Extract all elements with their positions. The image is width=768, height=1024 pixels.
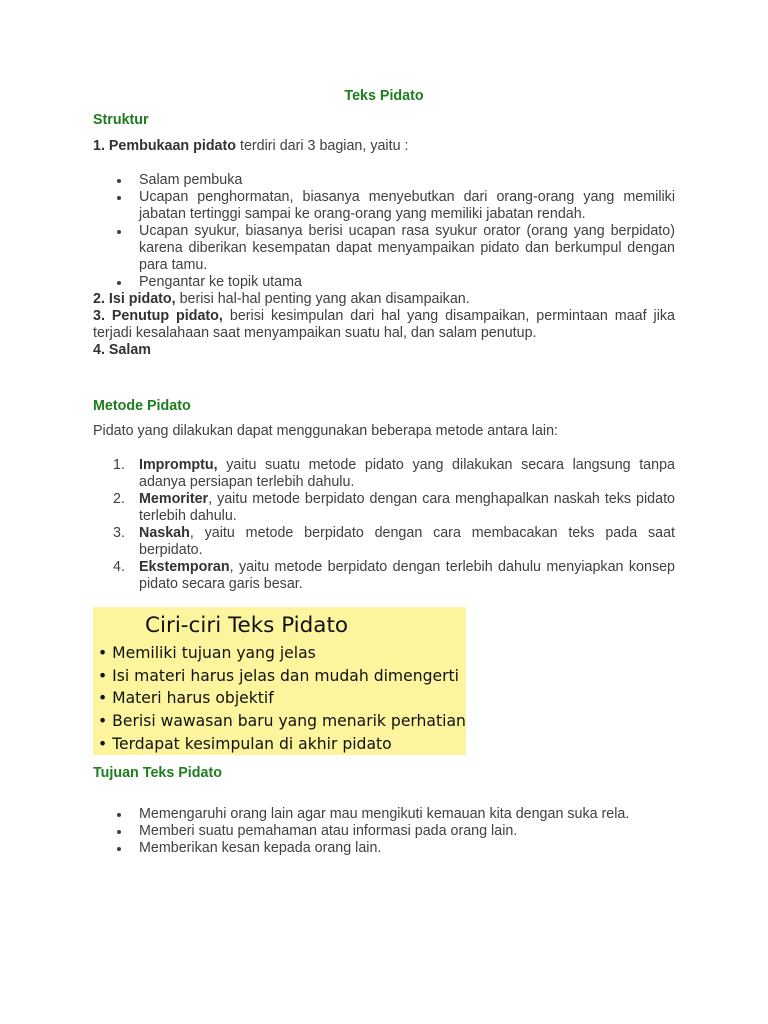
ciri-ciri-item: • Berisi wawasan baru yang menarik perhatian <box>98 712 466 730</box>
list-item-number: 4. <box>113 559 125 575</box>
list-item-term: Memoriter <box>139 491 209 507</box>
list-item-number: 2. <box>113 491 125 507</box>
struktur-text-3: berisi kesimpulan dari hal yang disampaikan, permintaan maaf jika terjadi kesalahaan saat menyampaikan suatu hal, dan salam penutup. <box>93 308 676 341</box>
list-item: Ucapan syukur, biasanya berisi ucapan rasa syukur orator (orang yang berpidato) karena diberikan kesempatan dapat menyampaikan pidato dan berkumpul dengan para tamu. <box>93 223 675 274</box>
list-item-number: 3. <box>113 525 125 541</box>
ciri-ciri-image-box <box>93 607 466 755</box>
list-item-term: Naskah <box>139 525 190 541</box>
list-item: Memberikan kesan kepada orang lain. <box>93 840 675 857</box>
list-item: Ucapan penghormatan, biasanya menyebutkan dari orang-orang yang memiliki jabatan tertinggi sampai ke orang-orang yang memiliki jabatan rendah. <box>93 189 675 223</box>
list-item-number: 1. <box>113 457 125 473</box>
struktur-text-2: berisi hal-hal penting yang akan disampaikan. <box>175 291 470 307</box>
struktur-paragraph-2 <box>93 291 675 308</box>
struktur-label-4: 4. Salam <box>93 342 152 358</box>
section-heading-metode: Metode Pidato <box>93 398 191 414</box>
metode-list <box>93 457 675 593</box>
list-item <box>93 559 675 593</box>
struktur-block <box>93 172 675 359</box>
section-heading-struktur: Struktur <box>93 112 149 128</box>
struktur-text-1: terdiri dari 3 bagian, yaitu : <box>236 138 409 154</box>
list-item-text: , yaitu metode berpidato dengan cara membacakan teks pada saat berpidato. <box>139 525 675 558</box>
ciri-ciri-item: • Materi harus objektif <box>98 689 274 707</box>
metode-block <box>93 457 675 593</box>
page-title: Teks Pidato <box>344 88 424 104</box>
ciri-ciri-title: Ciri-ciri Teks Pidato <box>145 613 349 638</box>
list-item: Memengaruhi orang lain agar mau mengikuti kemauan kita dengan suka rela. <box>93 806 675 823</box>
ciri-ciri-item: • Memiliki tujuan yang jelas <box>98 644 316 662</box>
tujuan-list <box>93 806 675 857</box>
struktur-label-2: 2. Isi pidato, <box>93 291 176 307</box>
list-item <box>93 491 675 525</box>
list-item: Memberi suatu pemahaman atau informasi pada orang lain. <box>93 823 675 840</box>
list-item: Pengantar ke topik utama <box>93 274 675 291</box>
pembukaan-list <box>93 172 675 291</box>
list-item: Salam pembuka <box>93 172 675 189</box>
struktur-label-1: 1. Pembukaan pidato <box>93 138 237 154</box>
list-item-text: , yaitu metode berpidato dengan cara menghapalkan naskah teks pidato terlebih dahulu. <box>139 491 675 524</box>
struktur-paragraph-1 <box>93 138 675 155</box>
list-item-term: Ekstemporan <box>139 559 230 575</box>
list-item-text: , yaitu metode berpidato dengan terlebih dahulu menyiapkan konsep pidato secara garis besar. <box>139 559 675 592</box>
struktur-label-3: 3. Penutup pidato, <box>93 308 223 324</box>
metode-intro: Pidato yang dilakukan dapat menggunakan beberapa metode antara lain: <box>93 423 558 439</box>
list-item-term: Impromptu, <box>139 457 218 473</box>
list-item <box>93 525 675 559</box>
ciri-ciri-item: • Isi materi harus jelas dan mudah dimengerti <box>98 667 459 685</box>
ciri-ciri-item: • Terdapat kesimpulan di akhir pidato <box>98 735 392 753</box>
tujuan-block <box>93 806 675 857</box>
struktur-paragraph-3 <box>93 308 675 342</box>
list-item-text: yaitu suatu metode pidato yang dilakukan secara langsung tanpa adanya persiapan terlebih dahulu. <box>139 457 675 490</box>
struktur-paragraph-4 <box>93 342 675 359</box>
section-heading-tujuan: Tujuan Teks Pidato <box>93 765 222 781</box>
list-item <box>93 457 675 491</box>
